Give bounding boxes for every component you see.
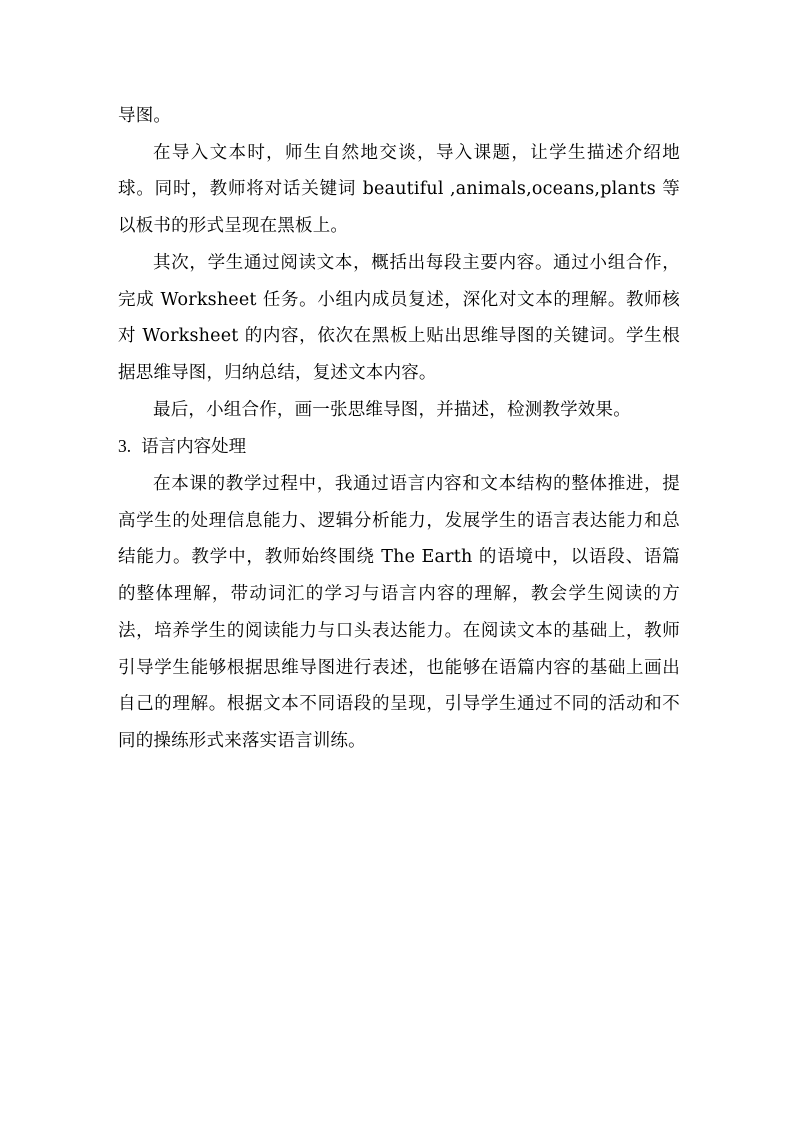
section-number: 3. xyxy=(118,436,132,457)
document-body xyxy=(118,98,680,760)
paragraph-introduction: 在导入文本时，师生自然地交谈，导入课题，让学生描述介绍地球。同时，教师将对话关键词 beautiful ,animals,oceans,plants 等以板书的形式呈现在黑板上。 xyxy=(118,142,680,237)
paragraph-language-content: 在本课的教学过程中，我通过语言内容和文本结构的整体推进，提高学生的处理信息能力、逻辑分析能力，发展学生的语言表达能力和总结能力。教学中，教师始终围绕 The Earth 的语境中，以语段、语篇的整体理解，带动词汇的学习与语言内容的理解，教会学生阅读的方法，培养学生的阅读能力与口头表达能力。在阅读文本的基础上，教师引导学生能够根据思维导图进行表述，也能够在语篇内容的基础上画出自己的理解。根据文本不同语段的呈现，引导学生通过不同的活动和不同的操练形式来落实语言训练。 xyxy=(118,474,680,751)
section-heading xyxy=(118,428,680,466)
section-title: 语言内容处理 xyxy=(141,437,247,458)
paragraph-continuation: 导图。 xyxy=(118,106,172,126)
paragraph-mind-map: 最后，小组合作，画一张思维导图，并描述，检测教学效果。 xyxy=(153,399,631,420)
paragraph-reading: 其次，学生通过阅读文本，概括出每段主要内容。通过小组合作，完成 Worksheet 任务。小组内成员复述，深化对文本的理解。教师核对 Worksheet 的内容，依次在黑板上贴出思维导图的关键词。学生根据思维导图，归纳总结，复述文本内容。 xyxy=(118,252,680,383)
